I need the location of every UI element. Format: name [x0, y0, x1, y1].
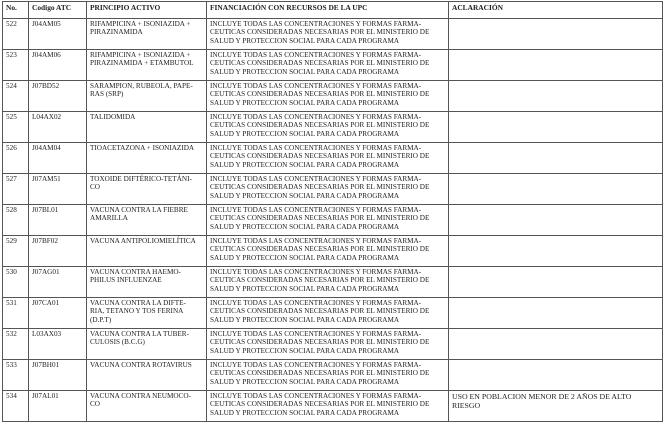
cell-clarification — [449, 298, 663, 329]
cell-financing-text: INCLUYE TODAS LAS CONCENTRACIONES Y FORMAS FARMA- CEUTICAS CONSIDERADAS NECESARIAS POR EL MINISTERIO DE SALUD Y PROTECCION SOCIAL PARA CADA PROGRAMA — [210, 268, 430, 293]
cell-financing-text: INCLUYE TODAS LAS CONCENTRACIONES Y FORMAS FARMA- CEUTICAS CONSIDERADAS NECESARIAS POR EL MINISTERIO DE SALUD Y PROTECCION SOCIAL PARA CADA PROGRAMA — [210, 51, 430, 76]
cell-financing — [207, 112, 449, 143]
cell-active-ingredient-text: SARAMPION, RUBEOLA, PAPE- RAS (SRP) — [90, 82, 193, 99]
cell-active-ingredient — [87, 391, 207, 422]
cell-financing-text: INCLUYE TODAS LAS CONCENTRACIONES Y FORMAS FARMA- CEUTICAS CONSIDERADAS NECESARIAS POR EL MINISTERIO DE SALUD Y PROTECCION SOCIAL PARA CADA PROGRAMA — [210, 144, 430, 169]
cell-financing — [207, 267, 449, 298]
cell-active-ingredient-text: VACUNA CONTRA NEUMOCO- CO — [90, 392, 191, 409]
cell-atc-code — [29, 329, 87, 360]
cell-financing-text: INCLUYE TODAS LAS CONCENTRACIONES Y FORMAS FARMA- CEUTICAS CONSIDERADAS NECESARIAS POR EL MINISTERIO DE SALUD Y PROTECCION SOCIAL PARA CADA PROGRAMA — [210, 20, 430, 45]
cell-active-ingredient-text: VACUNA CONTRA LA DIFTE- RIA, TETANO Y TOS FERINA (D.P.T) — [90, 299, 186, 324]
cell-active-ingredient — [87, 112, 207, 143]
cell-clarification-text: USO EN POBLACION MENOR DE 2 AÑOS DE ALTO RIESGO — [452, 392, 632, 410]
cell-no — [3, 360, 29, 391]
cell-financing — [207, 205, 449, 236]
table-row — [3, 298, 663, 329]
header-atc-code: Codigo ATC — [29, 2, 87, 19]
header-financing: FINANCIACIÓN CON RECURSOS DE LA UPC — [207, 2, 449, 19]
cell-active-ingredient-text: TALIDOMIDA — [90, 113, 136, 121]
cell-active-ingredient — [87, 19, 207, 50]
cell-clarification — [449, 267, 663, 298]
cell-clarification — [449, 329, 663, 360]
cell-no — [3, 205, 29, 236]
cell-no — [3, 19, 29, 50]
cell-no-text: 524 — [6, 82, 17, 90]
cell-atc-code-text: J07AL01 — [32, 392, 59, 400]
cell-active-ingredient — [87, 205, 207, 236]
table-header — [3, 2, 663, 19]
table-row — [3, 50, 663, 81]
table-row — [3, 329, 663, 360]
cell-clarification — [449, 360, 663, 391]
cell-no-text: 527 — [6, 175, 17, 183]
cell-clarification — [449, 174, 663, 205]
cell-clarification — [449, 391, 663, 422]
cell-atc-code — [29, 267, 87, 298]
cell-atc-code — [29, 236, 87, 267]
cell-atc-code-text: J07AM51 — [32, 175, 61, 183]
cell-active-ingredient — [87, 360, 207, 391]
cell-active-ingredient — [87, 298, 207, 329]
cell-no — [3, 329, 29, 360]
cell-no-text: 533 — [6, 361, 17, 369]
cell-no-text: 529 — [6, 237, 17, 245]
cell-no-text: 530 — [6, 268, 17, 276]
cell-active-ingredient — [87, 329, 207, 360]
cell-financing — [207, 391, 449, 422]
header-row — [3, 2, 663, 19]
cell-no — [3, 81, 29, 112]
cell-atc-code-text: L04AX02 — [32, 113, 62, 121]
cell-atc-code — [29, 391, 87, 422]
cell-financing — [207, 236, 449, 267]
cell-financing — [207, 298, 449, 329]
header-active-ingredient: PRINCIPIO ACTIVO — [87, 2, 207, 19]
cell-active-ingredient — [87, 143, 207, 174]
cell-active-ingredient-text: VACUNA CONTRA LA FIEBRE AMARILLA — [90, 206, 188, 223]
cell-atc-code — [29, 19, 87, 50]
table-row — [3, 143, 663, 174]
cell-financing-text: INCLUYE TODAS LAS CONCENTRACIONES Y FORMAS FARMA- CEUTICAS CONSIDERADAS NECESARIAS POR EL MINISTERIO DE SALUD Y PROTECCION SOCIAL PARA CADA PROGRAMA — [210, 361, 430, 386]
table-body — [3, 19, 663, 422]
cell-financing-text: INCLUYE TODAS LAS CONCENTRACIONES Y FORMAS FARMA- CEUTICAS CONSIDERADAS NECESARIAS POR EL MINISTERIO DE SALUD Y PROTECCION SOCIAL PARA CADA PROGRAMA — [210, 113, 430, 138]
table-row — [3, 360, 663, 391]
table-row — [3, 112, 663, 143]
table-row — [3, 391, 663, 422]
cell-active-ingredient — [87, 50, 207, 81]
cell-atc-code-text: J07BH01 — [32, 361, 60, 369]
cell-no — [3, 50, 29, 81]
cell-no — [3, 236, 29, 267]
cell-financing — [207, 329, 449, 360]
cell-clarification — [449, 19, 663, 50]
cell-atc-code — [29, 205, 87, 236]
cell-no — [3, 143, 29, 174]
cell-no-text: 528 — [6, 206, 17, 214]
cell-active-ingredient — [87, 81, 207, 112]
cell-no-text: 531 — [6, 299, 17, 307]
table-row — [3, 205, 663, 236]
table-row — [3, 267, 663, 298]
cell-clarification — [449, 50, 663, 81]
cell-atc-code-text: L03AX03 — [32, 330, 62, 338]
cell-atc-code — [29, 143, 87, 174]
cell-active-ingredient — [87, 174, 207, 205]
cell-atc-code-text: J04AM04 — [32, 144, 61, 152]
cell-active-ingredient-text: RIFAMPICINA + ISONIAZIDA + PIRAZINAMIDA — [90, 20, 191, 37]
cell-financing — [207, 360, 449, 391]
cell-financing — [207, 174, 449, 205]
cell-financing — [207, 50, 449, 81]
cell-no — [3, 174, 29, 205]
cell-clarification — [449, 112, 663, 143]
cell-atc-code — [29, 81, 87, 112]
cell-atc-code-text: J07BL01 — [32, 206, 59, 214]
cell-no-text: 523 — [6, 51, 17, 59]
cell-active-ingredient-text: VACUNA ANTIPOLIOMIELÍTICA — [90, 237, 196, 245]
cell-no — [3, 112, 29, 143]
cell-no-text: 525 — [6, 113, 17, 121]
cell-atc-code — [29, 112, 87, 143]
header-no: No. — [3, 2, 29, 19]
cell-financing — [207, 81, 449, 112]
table-row — [3, 174, 663, 205]
cell-atc-code-text: J07BD52 — [32, 82, 60, 90]
cell-atc-code-text: J07BF02 — [32, 237, 58, 245]
cell-active-ingredient — [87, 236, 207, 267]
cell-active-ingredient-text: VACUNA CONTRA LA TUBER- CULOSIS (B.C.G) — [90, 330, 189, 347]
cell-no-text: 526 — [6, 144, 17, 152]
cell-active-ingredient-text: TIOACETAZONA + ISONIAZIDA — [90, 144, 195, 152]
cell-atc-code — [29, 174, 87, 205]
cell-active-ingredient-text: VACUNA CONTRA ROTAVIRUS — [90, 361, 192, 369]
cell-active-ingredient-text: TOXOIDE DIFTÉRICO-TETÁNI- CO — [90, 175, 192, 192]
cell-no — [3, 391, 29, 422]
cell-financing-text: INCLUYE TODAS LAS CONCENTRACIONES Y FORMAS FARMA- CEUTICAS CONSIDERADAS NECESARIAS POR EL MINISTERIO DE SALUD Y PROTECCION SOCIAL PARA CADA PROGRAMA — [210, 392, 430, 417]
cell-atc-code-text: J07CA01 — [32, 299, 60, 307]
cell-financing-text: INCLUYE TODAS LAS CONCENTRACIONES Y FORMAS FARMA- CEUTICAS CONSIDERADAS NECESARIAS POR EL MINISTERIO DE SALUD Y PROTECCION SOCIAL PARA CADA PROGRAMA — [210, 237, 430, 262]
cell-financing-text: INCLUYE TODAS LAS CONCENTRACIONES Y FORMAS FARMA- CEUTICAS CONSIDERADAS NECESARIAS POR EL MINISTERIO DE SALUD Y PROTECCION SOCIAL PARA CADA PROGRAMA — [210, 82, 430, 107]
table-row — [3, 19, 663, 50]
cell-active-ingredient-text: VACUNA CONTRA HAEMO- PHILUS INFLUENZAE — [90, 268, 181, 285]
cell-atc-code-text: J07AG01 — [32, 268, 60, 276]
cell-financing-text: INCLUYE TODAS LAS CONCENTRACIONES Y FORMAS FARMA- CEUTICAS CONSIDERADAS NECESARIAS POR EL MINISTERIO DE SALUD Y PROTECCION SOCIAL PARA CADA PROGRAMA — [210, 175, 430, 200]
medication-table — [2, 1, 663, 422]
cell-atc-code — [29, 298, 87, 329]
cell-no — [3, 298, 29, 329]
cell-clarification — [449, 81, 663, 112]
cell-no-text: 522 — [6, 20, 17, 28]
cell-active-ingredient — [87, 267, 207, 298]
cell-clarification — [449, 236, 663, 267]
table-row — [3, 236, 663, 267]
cell-atc-code-text: J04AM05 — [32, 20, 61, 28]
cell-financing-text: INCLUYE TODAS LAS CONCENTRACIONES Y FORMAS FARMA- CEUTICAS CONSIDERADAS NECESARIAS POR EL MINISTERIO DE SALUD Y PROTECCION SOCIAL PARA CADA PROGRAMA — [210, 299, 430, 324]
cell-no — [3, 267, 29, 298]
header-clarification: ACLARACIÓN — [449, 2, 663, 19]
cell-atc-code — [29, 50, 87, 81]
cell-financing — [207, 143, 449, 174]
cell-no-text: 534 — [6, 392, 17, 400]
table-row — [3, 81, 663, 112]
cell-clarification — [449, 143, 663, 174]
cell-atc-code — [29, 360, 87, 391]
cell-financing-text: INCLUYE TODAS LAS CONCENTRACIONES Y FORMAS FARMA- CEUTICAS CONSIDERADAS NECESARIAS POR EL MINISTERIO DE SALUD Y PROTECCION SOCIAL PARA CADA PROGRAMA — [210, 330, 430, 355]
cell-no-text: 532 — [6, 330, 17, 338]
cell-atc-code-text: J04AM06 — [32, 51, 61, 59]
cell-clarification — [449, 205, 663, 236]
cell-active-ingredient-text: RIFAMPICINA + ISONIAZIDA + PIRAZINAMIDA + ETAMBUTOL — [90, 51, 194, 68]
cell-financing — [207, 19, 449, 50]
cell-financing-text: INCLUYE TODAS LAS CONCENTRACIONES Y FORMAS FARMA- CEUTICAS CONSIDERADAS NECESARIAS POR EL MINISTERIO DE SALUD Y PROTECCION SOCIAL PARA CADA PROGRAMA — [210, 206, 430, 231]
